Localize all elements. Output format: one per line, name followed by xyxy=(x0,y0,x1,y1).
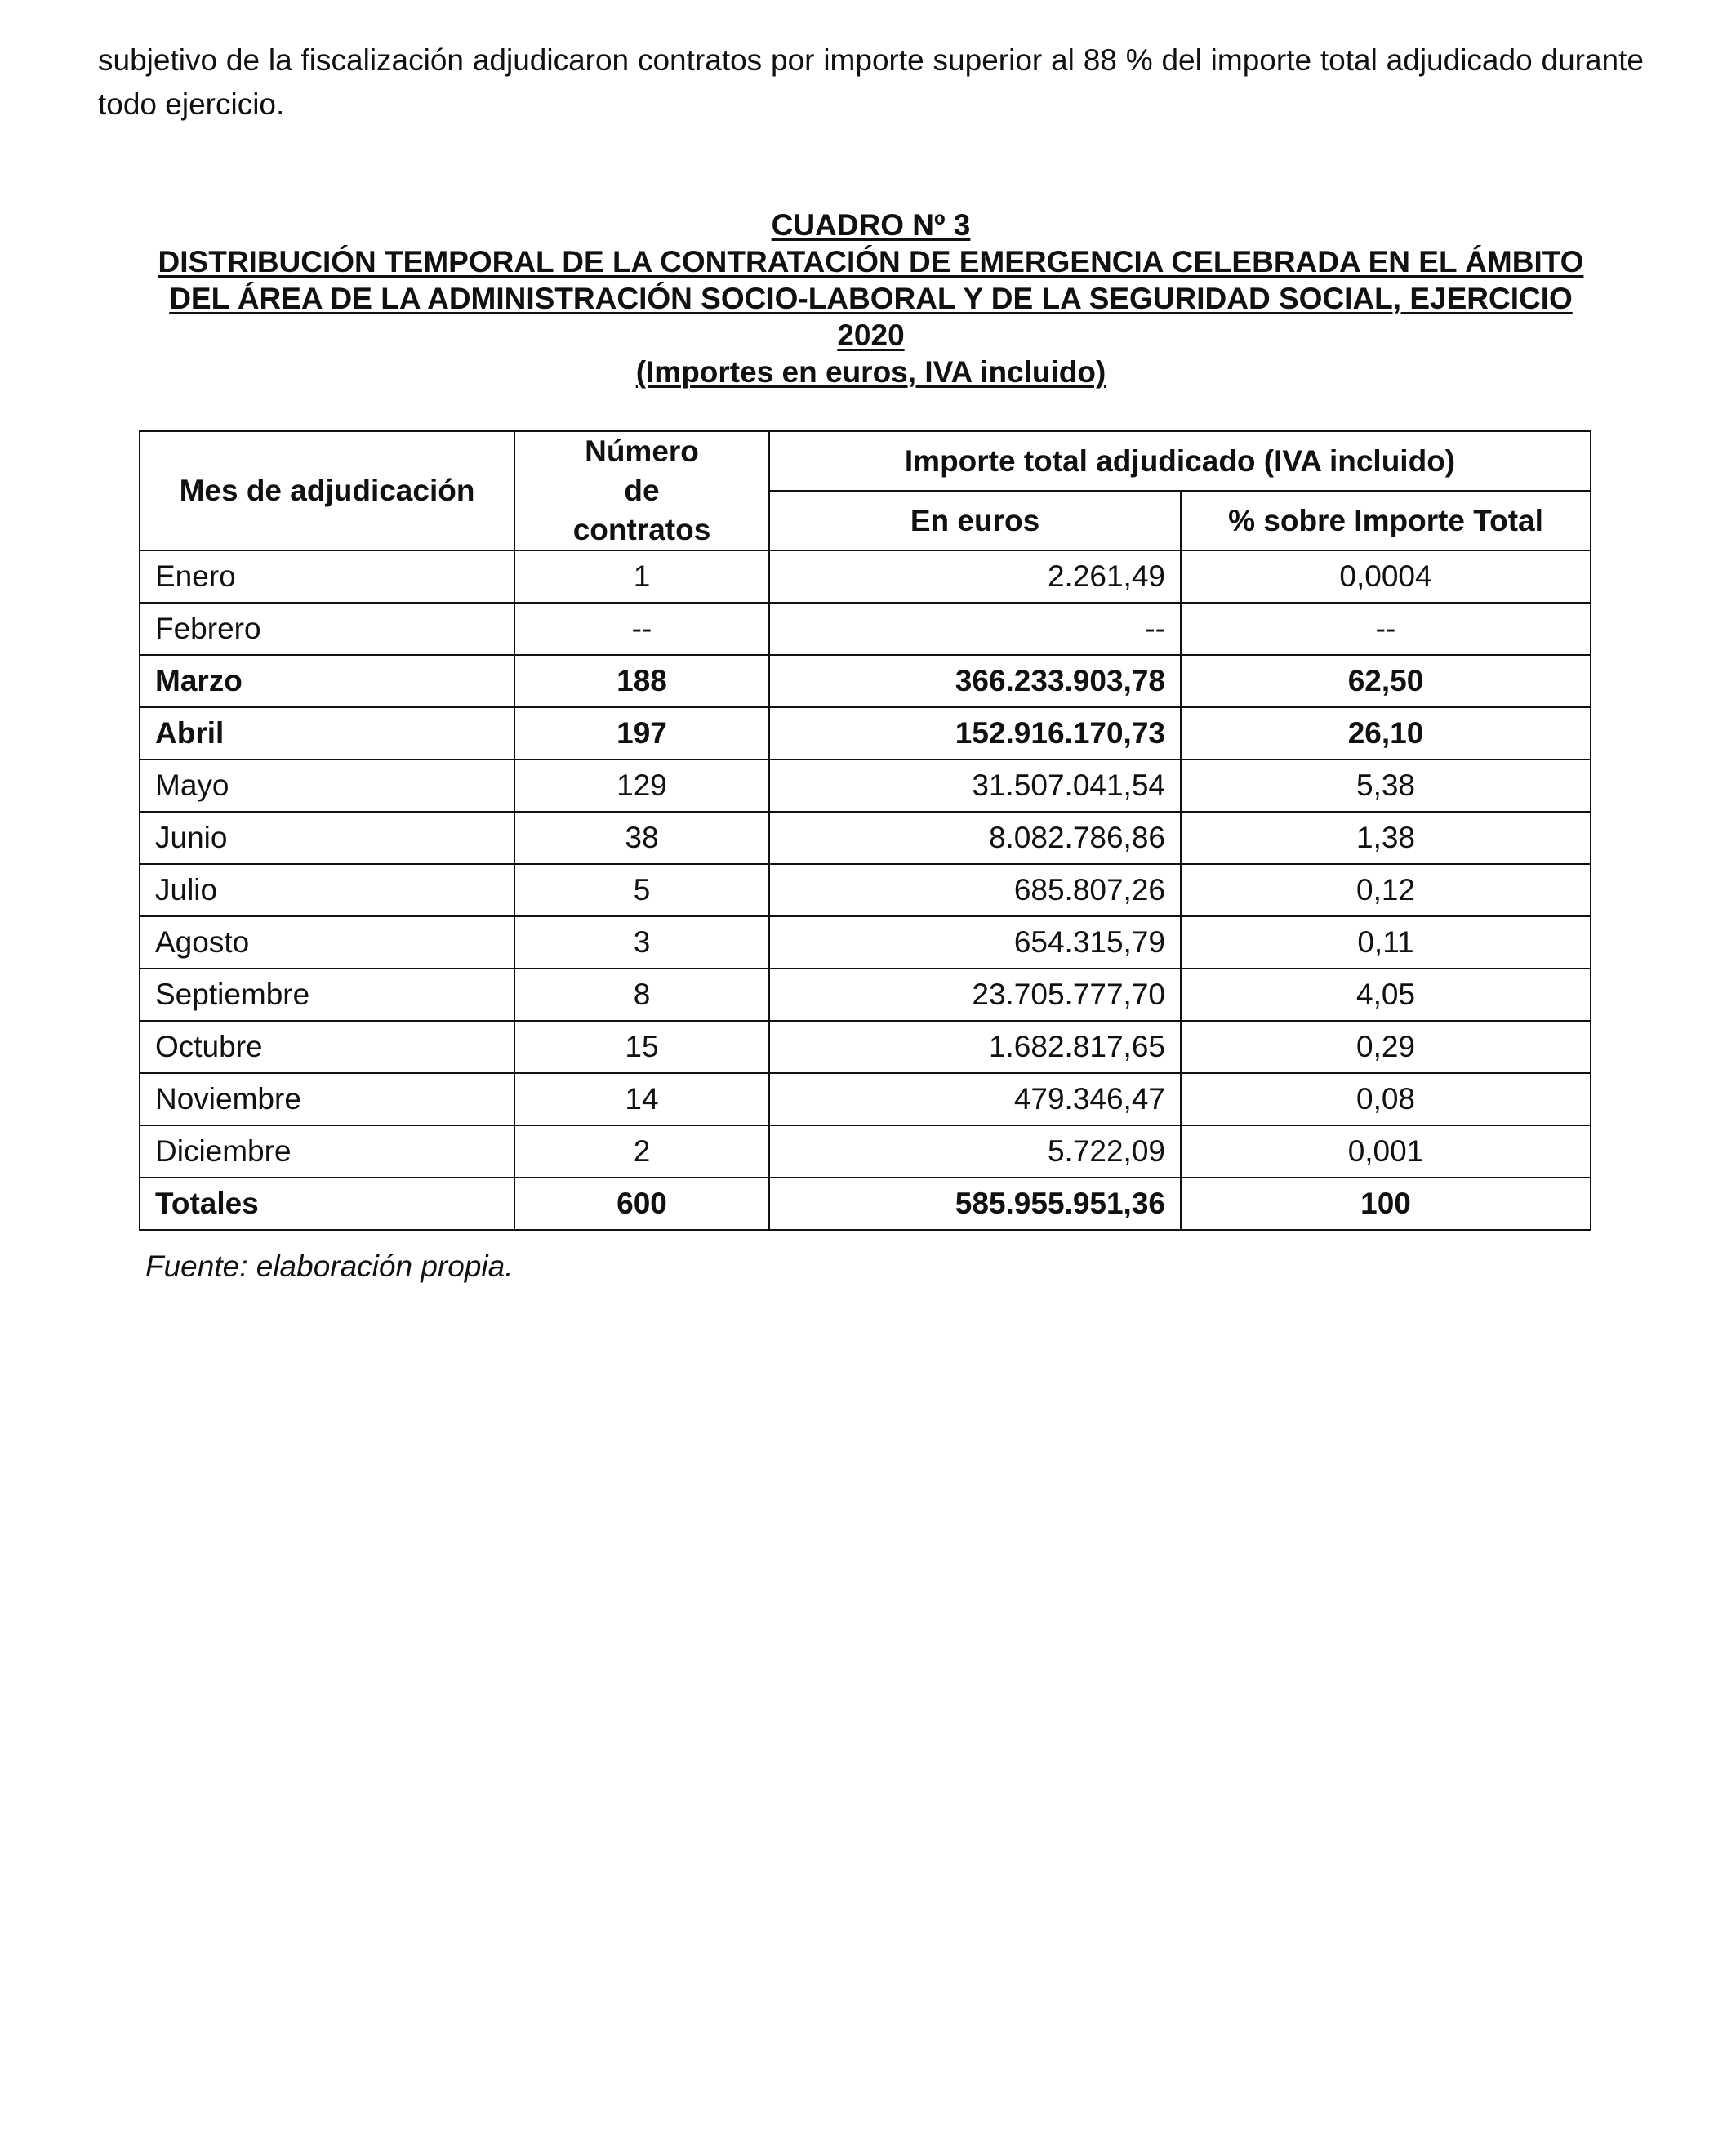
cell-pct: 0,0004 xyxy=(1181,550,1591,603)
cell-month: Febrero xyxy=(140,603,514,655)
cell-amount: 31.507.041,54 xyxy=(769,759,1181,812)
cell-pct: -- xyxy=(1181,603,1591,655)
header-amount-euros: En euros xyxy=(769,491,1181,550)
cell-count: 15 xyxy=(514,1021,769,1073)
table-row xyxy=(140,1125,1591,1178)
cell-month: Junio xyxy=(140,812,514,864)
table-row xyxy=(140,812,1591,864)
cell-month: Marzo xyxy=(140,655,514,707)
caption-title-line-2: DEL ÁREA DE LA ADMINISTRACIÓN SOCIO-LABORAL Y DE LA SEGURIDAD SOCIAL, EJERCICIO xyxy=(169,282,1573,315)
cell-pct: 0,11 xyxy=(1181,916,1591,969)
cell-pct: 5,38 xyxy=(1181,759,1591,812)
cell-amount: 23.705.777,70 xyxy=(769,969,1181,1021)
cell-amount: 366.233.903,78 xyxy=(769,655,1181,707)
cell-pct: 0,001 xyxy=(1181,1125,1591,1178)
table-row xyxy=(140,916,1591,969)
cell-month: Diciembre xyxy=(140,1125,514,1178)
cell-count: 188 xyxy=(514,655,769,707)
cell-month: Abril xyxy=(140,707,514,759)
header-count: Número de contratos xyxy=(514,431,769,550)
caption-title-line-3: 2020 xyxy=(837,318,905,352)
table-row xyxy=(140,864,1591,916)
header-amount-group: Importe total adjudicado (IVA incluido) xyxy=(769,431,1591,491)
cell-count: 129 xyxy=(514,759,769,812)
source-note: Fuente: elaboración propia. xyxy=(145,1249,514,1283)
caption-subtitle: (Importes en euros, IVA incluido) xyxy=(635,355,1106,389)
cell-pct: 1,38 xyxy=(1181,812,1591,864)
cell-amount: -- xyxy=(769,603,1181,655)
cell-pct: 0,12 xyxy=(1181,864,1591,916)
table-row xyxy=(140,707,1591,759)
cell-count: 197 xyxy=(514,707,769,759)
cell-pct: 0,29 xyxy=(1181,1021,1591,1073)
cell-month: Septiembre xyxy=(140,969,514,1021)
totals-row xyxy=(140,1178,1591,1230)
table-row xyxy=(140,969,1591,1021)
table-caption xyxy=(98,207,1644,390)
caption-title-line-1: DISTRIBUCIÓN TEMPORAL DE LA CONTRATACIÓN DE EMERGENCIA CELEBRADA EN EL ÁMBITO xyxy=(158,245,1584,278)
cell-amount: 1.682.817,65 xyxy=(769,1021,1181,1073)
cell-month: Enero xyxy=(140,550,514,603)
header-month: Mes de adjudicación xyxy=(140,431,514,550)
cell-amount: 654.315,79 xyxy=(769,916,1181,969)
totals-label: Totales xyxy=(140,1178,514,1230)
cell-amount: 479.346,47 xyxy=(769,1073,1181,1125)
cell-count: -- xyxy=(514,603,769,655)
cell-month: Octubre xyxy=(140,1021,514,1073)
totals-count: 600 xyxy=(514,1178,769,1230)
cell-count: 14 xyxy=(514,1073,769,1125)
cell-count: 38 xyxy=(514,812,769,864)
cell-amount: 152.916.170,73 xyxy=(769,707,1181,759)
cell-amount: 8.082.786,86 xyxy=(769,812,1181,864)
cell-month: Julio xyxy=(140,864,514,916)
cell-month: Mayo xyxy=(140,759,514,812)
caption-number: CUADRO Nº 3 xyxy=(771,208,971,242)
cell-count: 8 xyxy=(514,969,769,1021)
totals-pct: 100 xyxy=(1181,1178,1591,1230)
table-row xyxy=(140,655,1591,707)
cell-pct: 62,50 xyxy=(1181,655,1591,707)
cell-count: 2 xyxy=(514,1125,769,1178)
cell-pct: 26,10 xyxy=(1181,707,1591,759)
table-row xyxy=(140,1021,1591,1073)
table-row xyxy=(140,550,1591,603)
table-body xyxy=(140,550,1591,1230)
cell-count: 5 xyxy=(514,864,769,916)
table-row xyxy=(140,603,1591,655)
cell-amount: 685.807,26 xyxy=(769,864,1181,916)
cell-pct: 0,08 xyxy=(1181,1073,1591,1125)
table-row xyxy=(140,759,1591,812)
table-row xyxy=(140,1073,1591,1125)
intro-paragraph: subjetivo de la fiscalización adjudicaron contratos por importe superior al 88 % del importe total adjudicado durante todo ejercicio. xyxy=(98,43,1644,121)
cell-amount: 2.261,49 xyxy=(769,550,1181,603)
cell-pct: 4,05 xyxy=(1181,969,1591,1021)
cell-month: Noviembre xyxy=(140,1073,514,1125)
cell-count: 1 xyxy=(514,550,769,603)
contracts-table xyxy=(139,430,1591,1231)
cell-count: 3 xyxy=(514,916,769,969)
cell-amount: 5.722,09 xyxy=(769,1125,1181,1178)
totals-amount: 585.955.951,36 xyxy=(769,1178,1181,1230)
header-amount-pct: % sobre Importe Total xyxy=(1181,491,1591,550)
cell-month: Agosto xyxy=(140,916,514,969)
